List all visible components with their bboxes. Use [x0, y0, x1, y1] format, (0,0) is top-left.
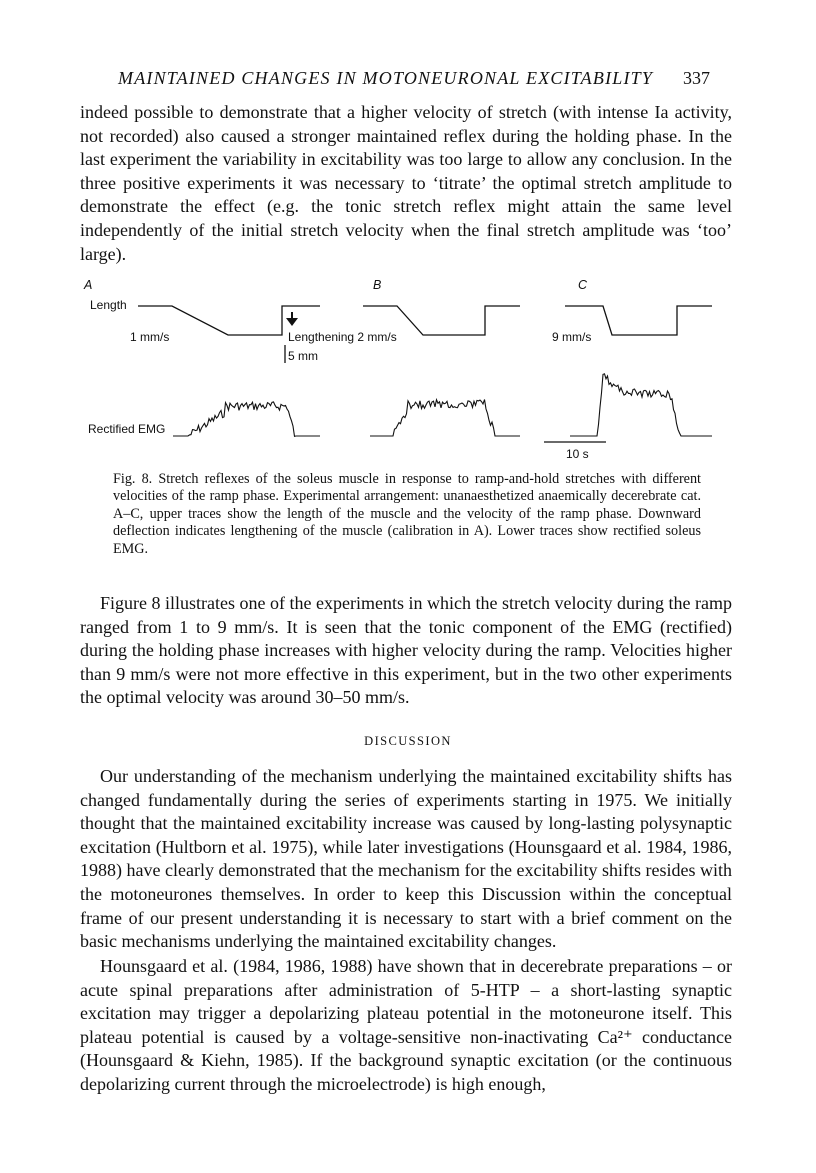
emg-trace-c	[570, 374, 712, 436]
paragraph-1: indeed possible to demonstrate that a higher velocity of stretch (with intense Ia activity, not recorded) also caused a stronger maintained reflex during the holding phase. In the last experiment the variability in excitability was too large to allow any conclusion. In the three positive experiments it was necessary to ‘titrate’ the optimal stretch amplitude to demonstrate the effect (e.g. the tonic stretch reflex might attain the same level independently of the initial stretch velocity when the final stretch amplitude was ‘too’ large).	[80, 102, 732, 264]
velocity-label-b: Lengthening 2 mm/s	[288, 330, 397, 344]
running-title: MAINTAINED CHANGES IN MOTONEURONAL EXCITABILITY	[118, 68, 654, 88]
section-heading: DISCUSSION	[364, 734, 452, 748]
length-label: Length	[90, 298, 127, 312]
emg-trace-a	[173, 402, 320, 436]
paragraph-4: Hounsgaard et al. (1984, 1986, 1988) have shown that in decerebrate preparations – or acute spinal preparations after administration of 5-HTP – a short-lasting synaptic excitation may trigger a depolarizing plateau potential in the motoneurone itself. This plateau potential is caused by a voltage-sensitive non-inactivating Ca²⁺ conductance (Hounsgaard & Kiehn, 1985). If the background synaptic excitation (or the continuous depolarizing current through the microelectrode) is high enough,	[80, 956, 732, 1094]
length-scale-label: 5 mm	[288, 349, 318, 363]
time-scale-label: 10 s	[566, 447, 589, 461]
panel-label-b: B	[373, 278, 382, 292]
page-header	[118, 68, 710, 94]
figure-8	[80, 272, 740, 472]
emg-trace-b	[370, 400, 520, 437]
figure-traces	[80, 272, 740, 472]
page-number: 337	[683, 68, 710, 88]
paragraph-3: Our understanding of the mechanism underlying the maintained excitability shifts has changed fundamentally during the series of experiments starting in 1975. We initially thought that the maintained excitability increase was caused by long-lasting polysynaptic excitation (Hultborn et al. 1975), while later investigations (Hounsgaard et al. 1984, 1986, 1988) have clearly demonstrated that the mechanism for the excitability shifts resides with the motoneurones themselves. In order to keep this Discussion within the conceptual frame of our present understanding it is necessary to start with a brief comment on the basic mechanisms underlying the maintained excitability changes.	[80, 766, 732, 952]
velocity-label-c: 9 mm/s	[552, 330, 592, 344]
arrow-down-icon	[286, 312, 298, 326]
figure-caption: Fig. 8. Stretch reflexes of the soleus muscle in response to ramp-and-hold stretches with different velocities of the ramp phase. Experimental arrangement: unanaesthetized anaemically decerebrate cat. A–C, upper traces show the length of the muscle and the velocity of the ramp phase. Downward deflection indicates lengthening of the muscle (calibration in A). Lower traces show rectified soleus EMG.	[113, 471, 701, 557]
panel-label-c: C	[578, 278, 588, 292]
emg-label: Rectified EMG	[88, 422, 166, 436]
velocity-label-a: 1 mm/s	[130, 330, 170, 344]
paragraph-2: Figure 8 illustrates one of the experiments in which the stretch velocity during the ramp ranged from 1 to 9 mm/s. It is seen that the tonic component of the EMG (rectified) during the holding phase increases with higher velocity during the ramp. Velocities higher than 9 mm/s were not more effective in this experiment, but in the two other experiments the optimal velocity was around 30–50 mm/s.	[80, 593, 732, 708]
panel-label-a: A	[84, 278, 93, 292]
